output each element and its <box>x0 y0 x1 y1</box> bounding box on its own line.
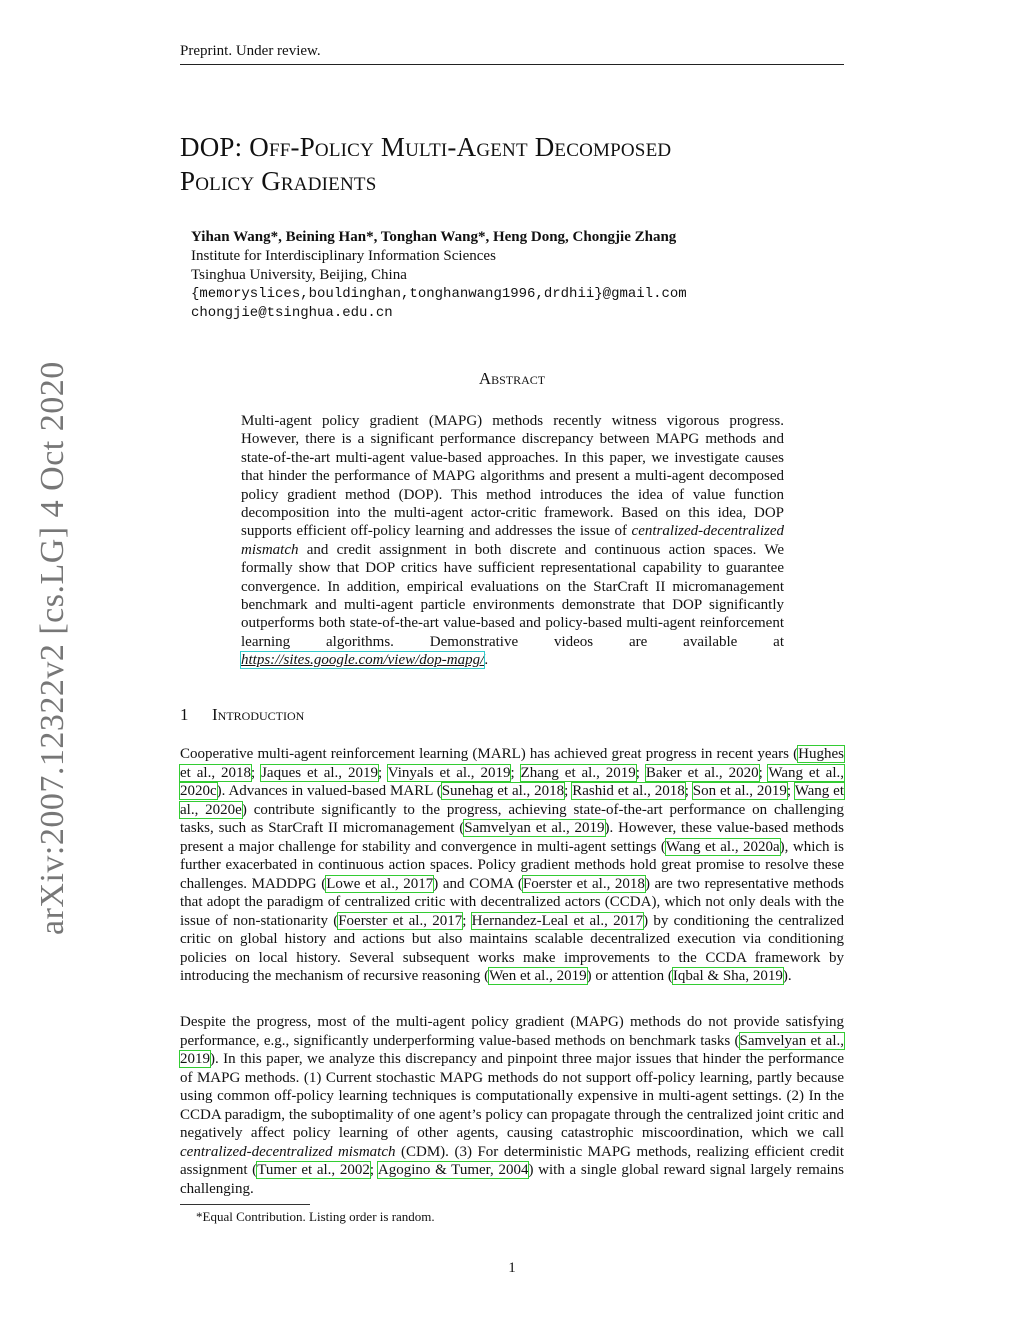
citation-link[interactable]: Vinyals et al., 2019 <box>387 764 511 781</box>
citation-link[interactable]: Zhang et al., 2019 <box>520 764 636 781</box>
text: ) or attention ( <box>586 968 673 984</box>
text: ) and COMA ( <box>433 875 523 892</box>
page-number: 1 <box>508 1260 516 1276</box>
author-email-2: chongjie@tsinghua.edu.cn <box>191 305 393 321</box>
sep: ; <box>564 783 573 799</box>
sep: ; <box>462 912 472 929</box>
text: ) with a single global reward signal largely remains challenging. <box>180 1162 844 1197</box>
citation-link[interactable]: Rashid et al., 2018 <box>572 783 685 799</box>
arxiv-stamp: arXiv:2007.12322v2 [cs.LG] 4 Oct 2020 <box>34 361 71 935</box>
text: ) contribute significantly to the progress, achieving state-of-the-art performance on challenging tasks, such as StarCraft II micromanagement ( <box>180 801 844 836</box>
abstract-heading: Abstract <box>478 369 546 388</box>
citation-link[interactable]: Tumer et al., 2002 <box>257 1162 370 1178</box>
text: Cooperative multi-agent reinforcement learning (MARL) has achieved great progress in recent years ( <box>180 746 799 762</box>
author-block <box>191 228 831 323</box>
citation-link[interactable]: Sunehag et al., 2018 <box>441 783 565 799</box>
citation-link[interactable]: Foerster et al., 2018 <box>522 875 645 892</box>
citation-link[interactable]: Son et al., 2019 <box>692 783 787 799</box>
footnote: *Equal Contribution. Listing order is random. <box>196 1209 435 1224</box>
author-institute: Institute for Interdisciplinary Information Sciences <box>191 248 496 264</box>
section-title: Introduction <box>212 705 305 724</box>
intro-paragraph-1 <box>180 745 844 986</box>
citation-link[interactable]: Wang et al., 2020c <box>180 764 844 799</box>
section-heading-introduction <box>180 705 304 725</box>
citation-link[interactable]: Agogino & Tumer, 2004 <box>377 1162 529 1178</box>
sep: ; <box>250 764 262 781</box>
running-header: Preprint. Under review. <box>180 43 844 65</box>
abstract-emphasis: centralized-decentralized mismatch <box>241 523 784 558</box>
sep: ; <box>684 783 693 799</box>
citation-link[interactable]: Foerster et al., 2017 <box>338 912 463 929</box>
citation-link[interactable]: Wang et al., 2020e <box>180 783 845 818</box>
sep: ; <box>786 783 795 799</box>
text: ) by conditioning the centralized critic on global history and actions but also maintains scalable decentralized execution via conditioning policies on local history. Several subsequent works make improvements to the CCDA framework by introducing the mechanism of recursive reasoning ( <box>180 912 844 984</box>
author-university: Tsinghua University, Beijing, China <box>191 267 407 283</box>
intro-paragraph-2 <box>180 1013 844 1198</box>
citation-link[interactable]: Lowe et al., 2017 <box>326 875 434 892</box>
text: ). <box>782 968 792 984</box>
sep: ; <box>758 764 769 781</box>
title-line-1: DOP: Off-Policy Multi-Agent Decomposed <box>180 132 672 162</box>
emphasis: centralized-decentralized mismatch <box>180 1143 396 1160</box>
citation-link[interactable]: Baker et al., 2020 <box>645 764 759 781</box>
text: ) are two representative methods that adopt the paradigm of centralized critic with decentralized actors (CCDA), which not only deals with the issue of non-stationarity ( <box>180 875 845 929</box>
citation-link[interactable]: Iqbal & Sha, 2019 <box>672 968 783 984</box>
text: ). In this paper, we analyze this discrepancy and pinpoint three major issues that hinder the performance of MAPG methods. (1) Current stochastic MAPG methods do not support off-policy learning, partly because using common off-policy learning techniques is computationally expensive in multi-agent settings. (2) In the CCDA paradigm, the suboptimality of one agent’s policy can propagate through the centralized joint critic and negatively affect policy learning of other agents, causing catastrophic miscoordination, which we call <box>180 1051 844 1141</box>
footnote-rule <box>180 1204 310 1205</box>
demo-videos-link[interactable]: https://sites.google.com/view/dop-mapg/ <box>241 652 485 669</box>
citation-link[interactable]: Wen et al., 2019 <box>489 968 587 984</box>
text: ). However, these value-based methods present a major challenge for stability and convergence in multi-agent settings ( <box>180 820 844 855</box>
paper-title <box>180 130 844 198</box>
citation-link[interactable]: Hughes et al., 2018 <box>180 746 844 781</box>
sep: ; <box>377 764 388 781</box>
citation-link[interactable]: Samvelyan et al., 2019 <box>464 820 605 836</box>
abstract-text-1: Multi-agent policy gradient (MAPG) methods recently witness vigorous progress. However, there is a significant performance discrepancy between MAPG methods and state-of-the-art multi-agent value-based approaches. In this paper, we investigate causes that hinder the performance of MAPG algorithms and present a multi-agent decomposed policy gradient method (DOP). This method introduces the idea of value function decomposition into the multi-agent actor-critic framework. Based on this idea, DOP supports efficient off-policy learning and addresses the issue of <box>241 413 784 540</box>
citation-link[interactable]: Wang et al., 2020a <box>665 838 780 855</box>
abstract-body <box>241 412 784 670</box>
text: Despite the progress, most of the multi-agent policy gradient (MAPG) methods do not provide satisfying performance, e.g., significantly underperforming value-based methods on benchmark tasks ( <box>180 1014 844 1049</box>
sep: ; <box>635 764 646 781</box>
citation-link[interactable]: Hernandez-Leal et al., 2017 <box>471 912 644 929</box>
author-email-1: {memoryslices,bouldinghan,tonghanwang1996,drdhii}@gmail.com <box>191 286 687 302</box>
text: (CDM). (3) For deterministic MAPG methods, realizing efficient credit assignment ( <box>180 1143 844 1178</box>
author-names: Yihan Wang*, Beining Han*, Tonghan Wang*, Heng Dong, Chongjie Zhang <box>191 229 677 245</box>
section-number: 1 <box>180 705 189 724</box>
text: ). Advances in valued-based MARL ( <box>216 783 442 799</box>
citation-link[interactable]: Jaques et al., 2019 <box>261 764 378 781</box>
text: ), which is further exacerbated in continuous action spaces. Policy gradient methods hold great promise to resolve these challenges. MADDPG ( <box>180 838 844 892</box>
title-line-2: Policy Gradients <box>180 166 377 196</box>
sep: ; <box>510 764 521 781</box>
sep: ; <box>369 1162 378 1178</box>
abstract-end: . <box>484 652 489 669</box>
citation-link[interactable]: Samvelyan et al., 2019 <box>180 1032 844 1067</box>
abstract-text-2: and credit assignment in both discrete and continuous action spaces. We formally show that DOP critics have sufficient representational capability to guarantee convergence. In addition, empirical evaluations on the StarCraft II micromanagement benchmark and multi-agent particle environments demonstrate that DOP significantly outperforms both state-of-the-art value-based and policy-based multi-agent reinforcement learning algorithms. Demonstrative videos are available at <box>241 541 784 650</box>
